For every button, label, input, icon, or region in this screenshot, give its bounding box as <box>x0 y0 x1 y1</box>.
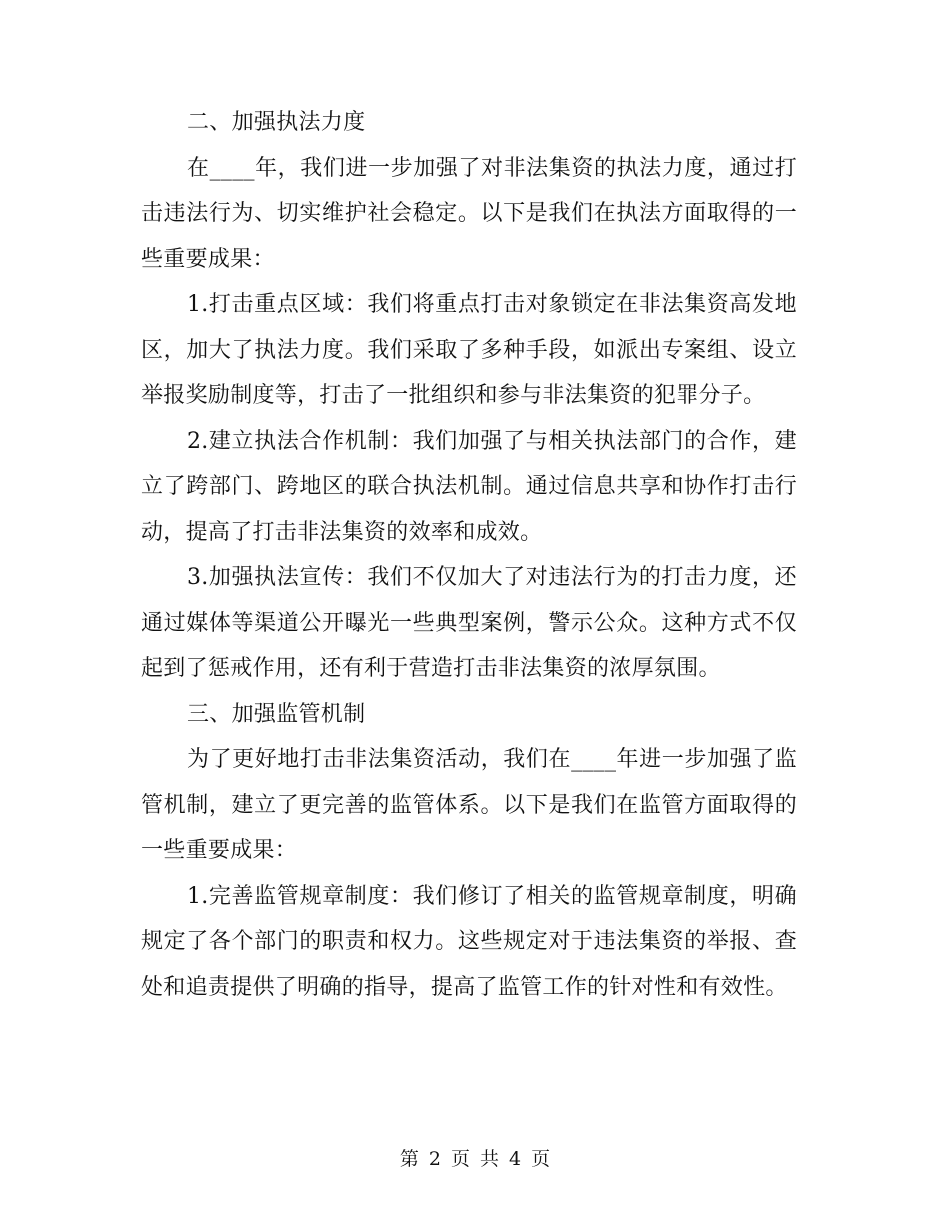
paragraph-supervision-intro: 为了更好地打击非法集资活动，我们在____年进一步加强了监管机制，建立了更完善的监管体系。以下是我们在监管方面取得的一些重要成果： <box>141 747 797 863</box>
document-body <box>141 100 797 1010</box>
paragraph-enforcement-intro: 在____年，我们进一步加强了对非法集资的执法力度，通过打击违法行为、切实维护社会稳定。以下是我们在执法方面取得的一些重要成果： <box>141 155 797 272</box>
paragraph-enforcement-publicity: 3.加强执法宣传：我们不仅加大了对违法行为的打击力度，还通过媒体等渠道公开曝光一些典型案例，警示公众。这种方式不仅起到了惩戒作用，还有利于营造打击非法集资的浓厚氛围。 <box>141 565 797 681</box>
paragraph-key-areas: 1.打击重点区域：我们将重点打击对象锁定在非法集资高发地区，加大了执法力度。我们采取了多种手段，如派出专案组、设立举报奖励制度等，打击了一批组织和参与非法集资的犯罪分子。 <box>141 292 797 408</box>
section-heading-enforcement: 二、加强执法力度 <box>187 110 366 135</box>
paragraph-regulations: 1.完善监管规章制度：我们修订了相关的监管规章制度，明确规定了各个部门的职责和权力。这些规定对于违法集资的举报、查处和追责提供了明确的指导，提高了监管工作的针对性和有效性。 <box>141 883 797 1000</box>
page-footer: 第 2 页 共 4 页 <box>399 1148 551 1170</box>
section-heading-supervision: 三、加强监管机制 <box>187 701 366 727</box>
paragraph-cooperation-mechanism: 2.建立执法合作机制：我们加强了与相关执法部门的合作，建立了跨部门、跨地区的联合执法机制。通过信息共享和协作打击行动，提高了打击非法集资的效率和成效。 <box>141 428 797 545</box>
